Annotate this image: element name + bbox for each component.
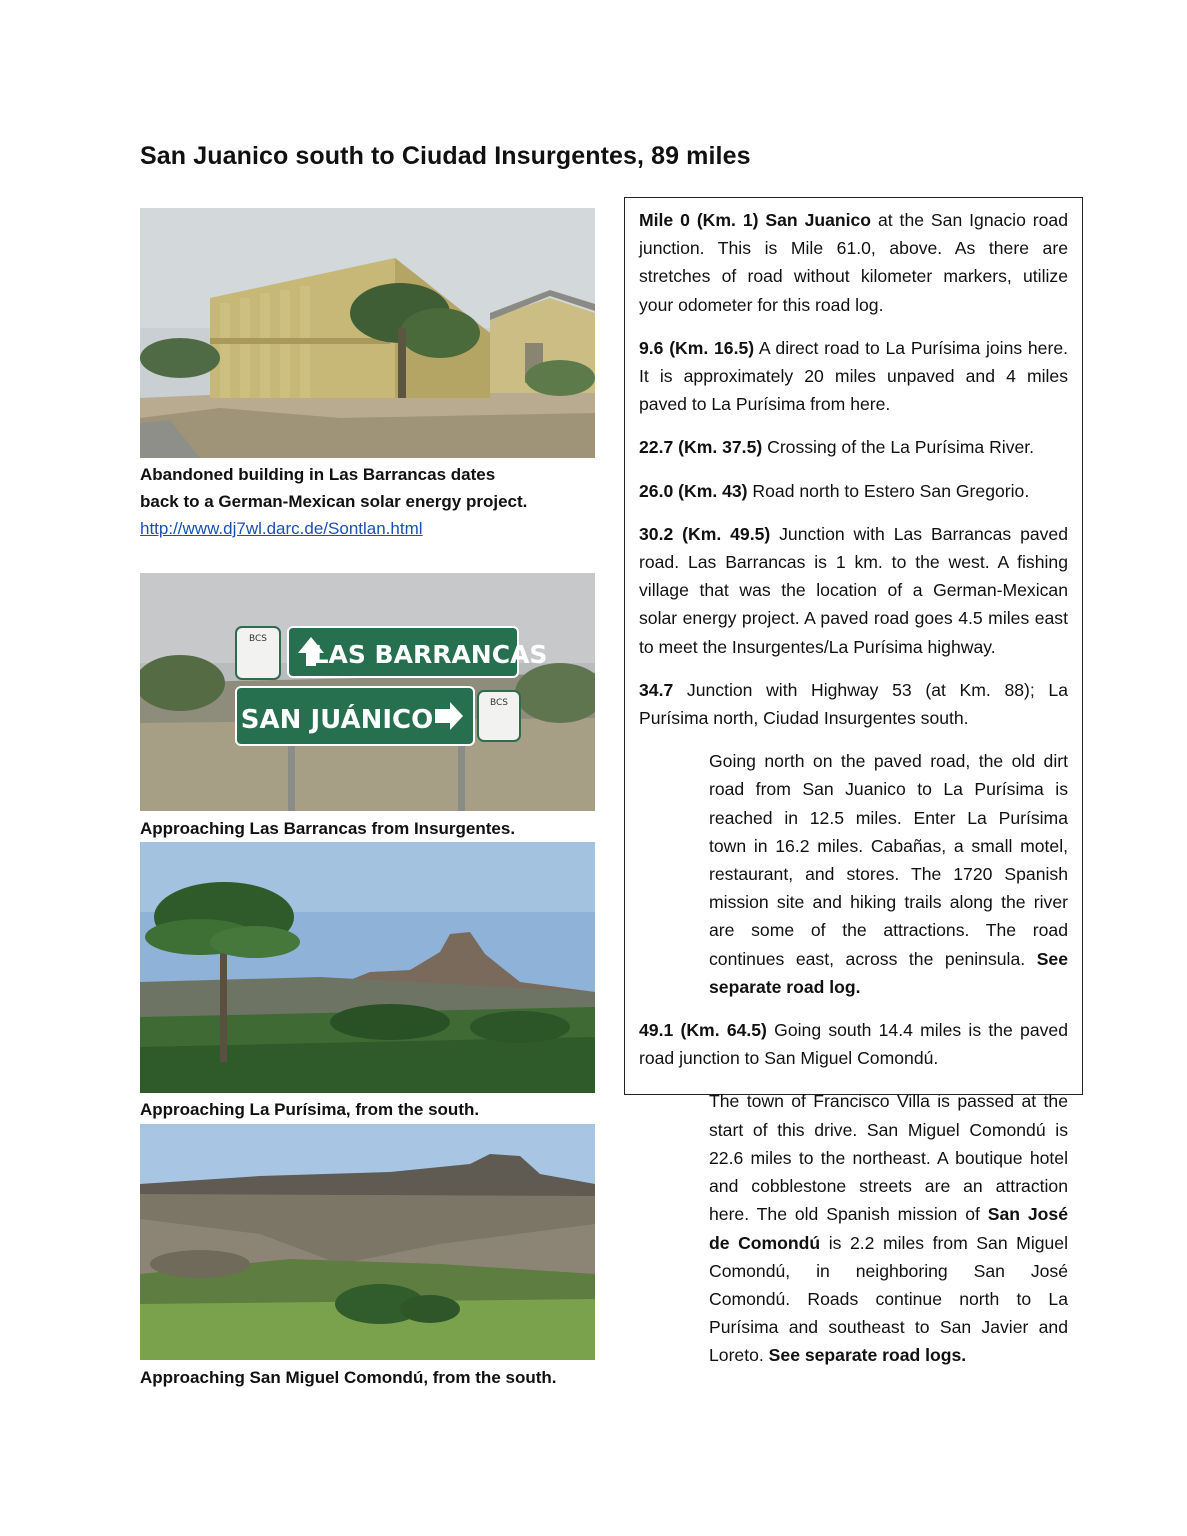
comondu-photo [140, 1124, 595, 1360]
log-mile: 49.1 (Km. 64.5) [639, 1020, 767, 1041]
log-text: Junction with Highway 53 (at Km. 88); La Purísima north, Ciudad Insurgentes south. [639, 679, 1068, 729]
la-purisima-photo [140, 842, 595, 1093]
caption-line: back to a German-Mexican solar energy project. [140, 492, 528, 511]
log-entry [639, 477, 1068, 505]
abandoned-building-caption [140, 461, 527, 542]
log-text: at the San Ignacio road junction. This is Mile 61.0, above. As there are stretches of road without kilometer markers, utilize your odometer for this road log. [639, 210, 1069, 315]
log-note [709, 747, 1068, 1001]
log-place: San José de Comondú [709, 1204, 1068, 1253]
log-mile: 34.7 [639, 679, 674, 700]
sontlan-link[interactable]: http://www.dj7wl.darc.de/Sontlan.html [140, 519, 423, 538]
log-note [709, 1087, 1068, 1369]
log-see-also: See separate road logs. [768, 1345, 967, 1366]
log-text: The town of Francisco Villa is passed at the start of this drive. San Miguel Comondú is 22.6 miles to the northeast. A boutique hotel and cobblestone streets are an attraction here. The old Spanish mission of [709, 1091, 1068, 1225]
sign-las-barrancas: LAS BARRANCAS [312, 640, 548, 669]
page-title: San Juanico south to Ciudad Insurgentes, 89 miles [140, 142, 751, 170]
log-entry [639, 676, 1068, 732]
road-sign-photo [140, 573, 595, 811]
la-purisima-caption: Approaching La Purísima, from the south. [140, 1100, 480, 1119]
log-entry [639, 520, 1068, 661]
log-entry [639, 206, 1068, 319]
log-text: is 2.2 miles from San Miguel Comondú, in neighboring San José Comondú. Roads continue north to La Purísima and southeast to San Javier and Loreto. [709, 1232, 1068, 1366]
comondu-caption: Approaching San Miguel Comondú, from the south. [140, 1368, 557, 1387]
shield-text: BCS [489, 698, 509, 708]
sign-san-juanico: SAN JUÁNICO [240, 705, 434, 735]
log-see-also: See separate road log. [709, 948, 1068, 997]
log-text: Crossing of the La Purísima River. [762, 437, 1035, 458]
road-log-box [624, 197, 1083, 1366]
log-mile: 22.7 (Km. 37.5) [639, 437, 763, 458]
log-mile: 30.2 (Km. 49.5) [639, 523, 771, 544]
shield-text: BCS [248, 634, 268, 644]
log-entry [639, 334, 1068, 419]
road-sign-caption: Approaching Las Barrancas from Insurgentes. [140, 819, 516, 838]
log-mile: Mile 0 (Km. 1) San Juanico [639, 210, 872, 230]
abandoned-building-photo [140, 208, 595, 458]
log-text: Junction with Las Barrancas paved road. Las Barrancas is 1 km. to the west. A fishing village that was the location of a German-Mexican solar energy project. A paved road goes 4.5 miles east to meet the Insurgentes/La Purísima highway. [639, 523, 1069, 657]
log-entry [639, 433, 1068, 461]
log-text: Going north on the paved road, the old dirt road from San Juanico to La Purísima is reached in 12.5 miles. Enter La Purísima town in 16.2 miles. Cabañas, a small motel, restaurant, and stores. The 1720 Spanish mission site and hiking trails along the river are some of the attractions. The road continues east, across the peninsula. [709, 751, 1068, 969]
log-text: A direct road to La Purísima joins here. It is approximately 20 miles unpaved and 4 miles paved to La Purísima from here. [639, 337, 1069, 415]
log-text: Road north to Estero San Gregorio. [747, 480, 1030, 501]
log-mile: 26.0 (Km. 43) [639, 480, 748, 501]
log-mile: 9.6 (Km. 16.5) [639, 337, 755, 358]
caption-line: Abandoned building in Las Barrancas dates [140, 465, 496, 484]
log-entry [639, 1016, 1068, 1072]
log-text: Going south 14.4 miles is the paved road junction to San Miguel Comondú. [639, 1020, 1068, 1069]
